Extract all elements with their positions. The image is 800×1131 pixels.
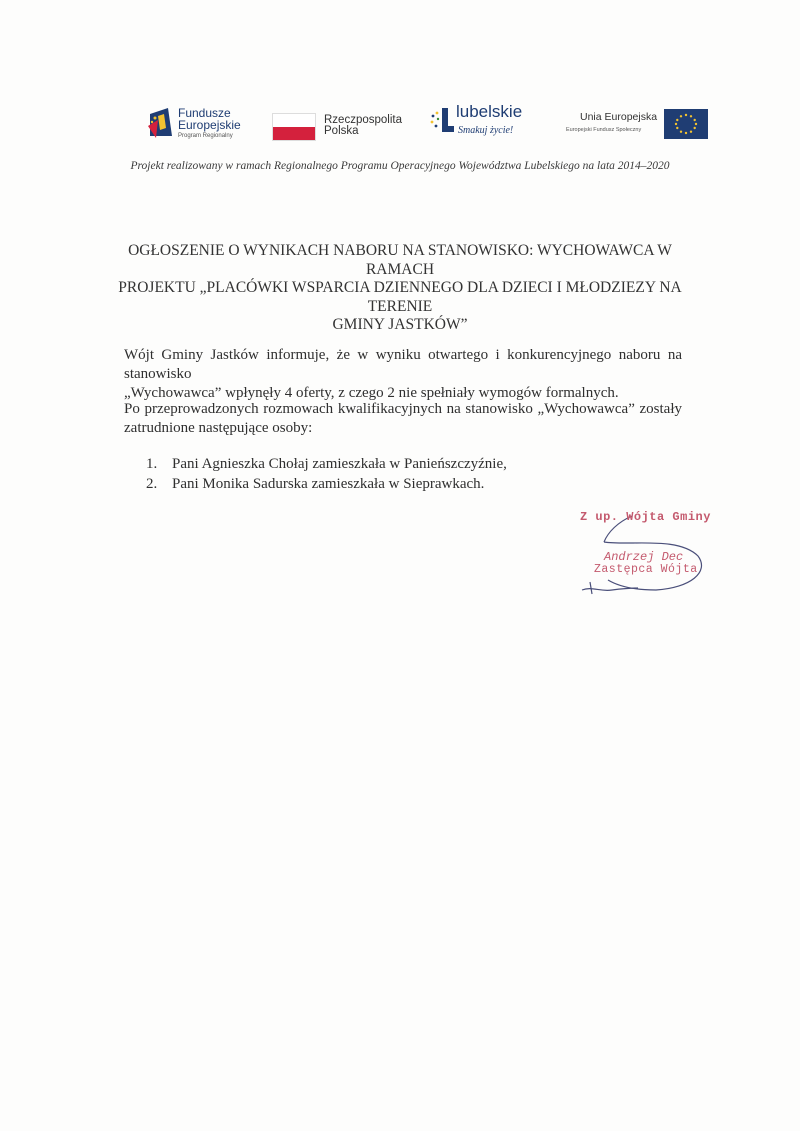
stamp-name: Andrzej Dec — [604, 550, 684, 564]
title-line-2: PROJEKTU „PLACÓWKI WSPARCIA DZIENNEGO DLA DZIECI I MŁODZIEZY NA TERENIE — [118, 279, 682, 315]
lubelskie-slogan: Smakuj życie! — [458, 125, 514, 136]
stamp-role: Zastępca Wójta — [594, 563, 698, 576]
rzeczpospolita-label-2: Polska — [324, 125, 359, 137]
announcement-paragraph — [124, 346, 682, 403]
fundusze-label-2: Europejskie — [178, 118, 241, 132]
hired-persons-list — [146, 454, 507, 494]
list-item-text: Pani Agnieszka Chołaj zamieszkała w Panieńszczyźnie, — [172, 456, 507, 472]
list-item — [146, 474, 507, 494]
list-item-number: 1. — [146, 456, 158, 472]
title-line-3: GMINY JASTKÓW” — [332, 316, 468, 333]
fundusze-label-3: Program Regionalny — [178, 133, 233, 139]
rzeczpospolita-label-1: Rzeczpospolita — [324, 114, 402, 126]
paragraph2-line-1: Po przeprowadzonych rozmowach kwalifikacyjnych na stanowisko „Wychowawca” zostały — [124, 401, 682, 417]
list-item-text: Pani Monika Sadurska zamieszkała w Sieprawkach. — [172, 476, 485, 492]
stamp-line-1: Z up. Wójta Gminy — [580, 510, 711, 524]
eu-flag-icon — [664, 109, 708, 139]
lubelskie-icon — [428, 104, 456, 138]
fundusze-label-1: Fundusze — [178, 106, 231, 120]
signature-stamp — [560, 510, 760, 610]
document-title — [110, 242, 690, 335]
unia-label-2: Europejski Fundusz Społeczny — [566, 127, 642, 133]
paragraph1-line-1: Wójt Gminy Jastków informuje, że w wyniku otwartego i konkurencyjnego naboru na stanowisko — [124, 347, 682, 382]
interview-paragraph — [124, 400, 682, 438]
list-item-number: 2. — [146, 476, 158, 492]
paragraph2-line-2: zatrudnione następujące osoby: — [124, 420, 313, 436]
fundusze-europejskie-icon — [146, 106, 174, 140]
unia-label-1: Unia Europejska — [580, 111, 658, 123]
polish-flag-icon — [272, 113, 316, 141]
lubelskie-label: lubelskie — [456, 102, 523, 121]
paragraph1-line-2: „Wychowawca” wpłynęły 4 oferty, z czego 2 nie spełniały wymogów formalnych. — [124, 385, 619, 401]
project-funding-line: Projekt realizowany w ramach Regionalnego Programu Operacyjnego Województwa Lubelskiego na lata 2014–2020 — [130, 160, 670, 172]
title-line-1: OGŁOSZENIE O WYNIKACH NABORU NA STANOWISKO: WYCHOWAWCA W RAMACH — [128, 242, 672, 278]
list-item — [146, 454, 507, 474]
logo-bar — [0, 100, 800, 160]
